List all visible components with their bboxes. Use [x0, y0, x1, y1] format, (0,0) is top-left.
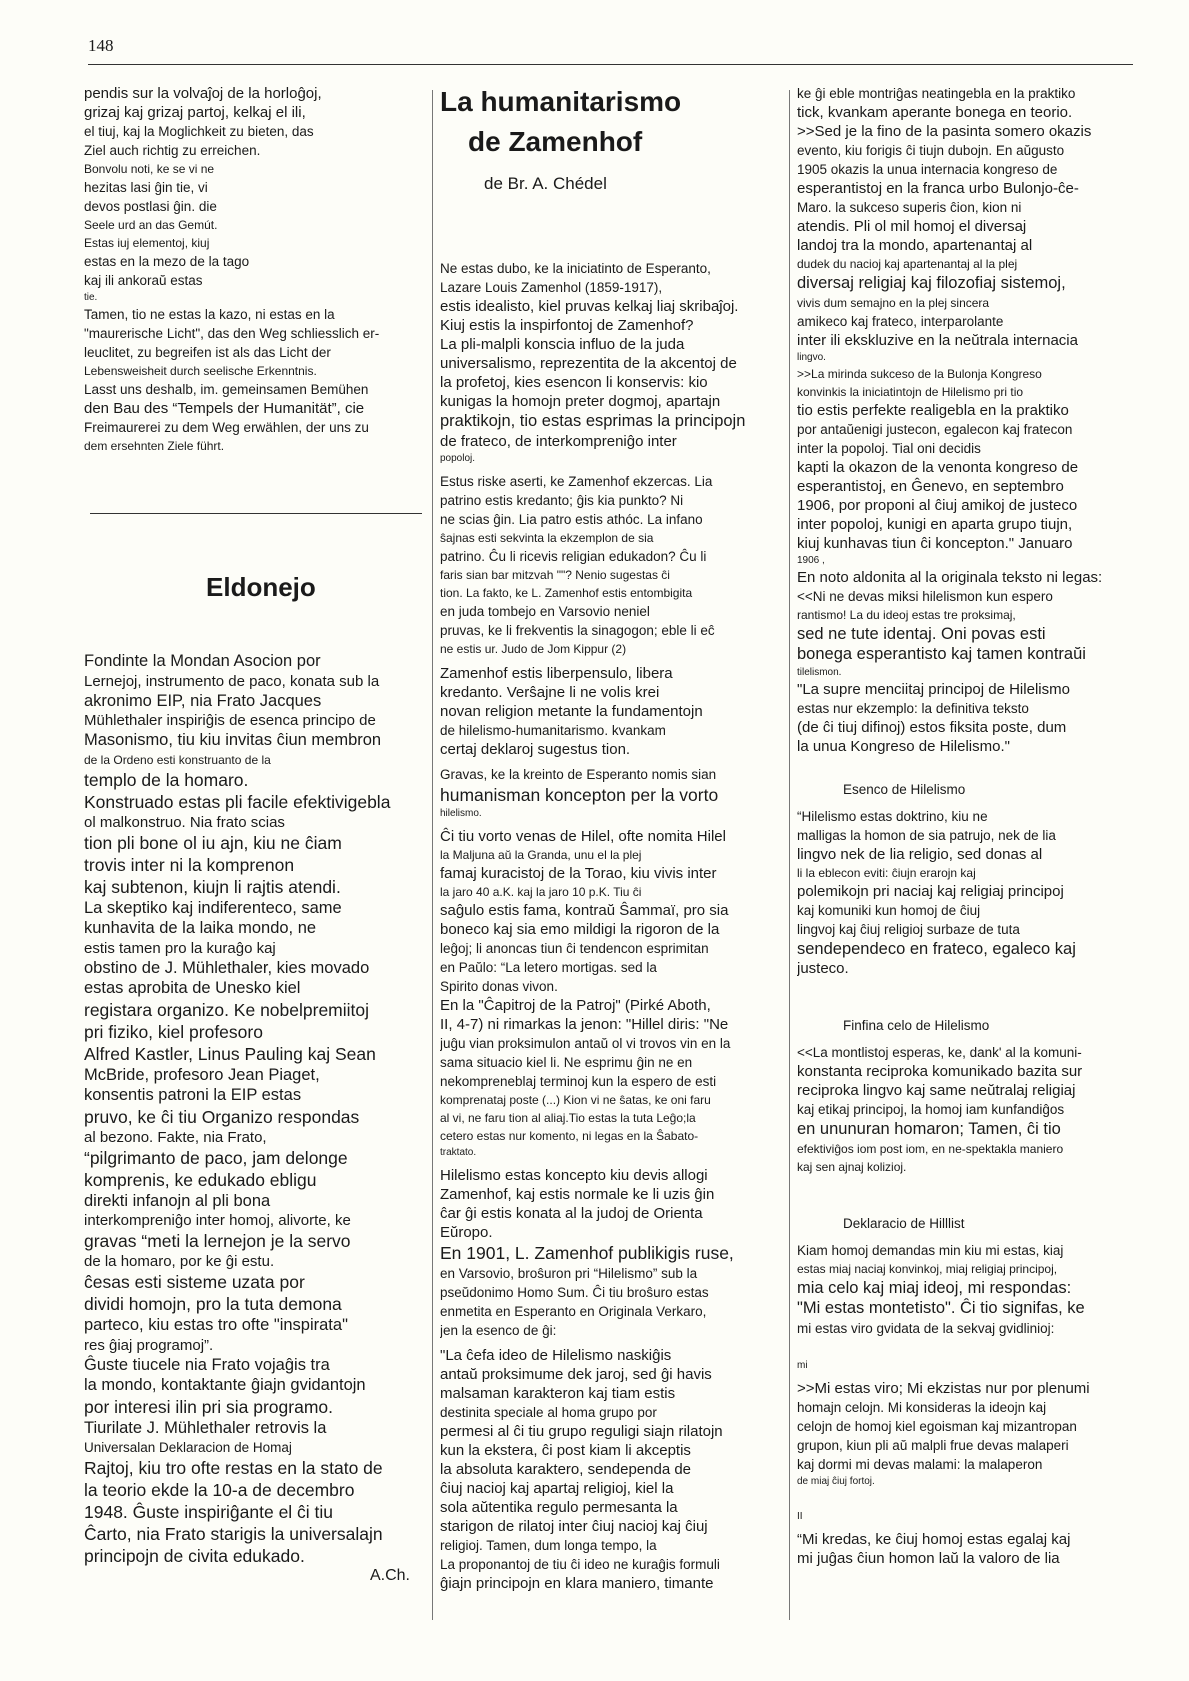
text-line: kiuj kunhavas tiun ĉi koncepton." Januaro — [797, 534, 1073, 552]
text-line: tick, kvankam aperante bonega en teorio. — [797, 104, 1073, 121]
text-line: sed ne tute identaj. Oni povas esti — [797, 624, 1046, 643]
text-line: de hilelismo-humanitarismo. kvankam — [440, 722, 666, 738]
column-divider-left — [432, 90, 433, 1620]
text-line: esperantistoj, en Ĝenevo, en septembro — [797, 477, 1064, 495]
top-rule — [88, 64, 1133, 65]
text-line: por interesi ilin pri sia programo. — [84, 1396, 333, 1417]
text-line: al vi, ne faru tion al aliaj.Tio estas la tuta Leĝo;la — [440, 1110, 696, 1125]
text-line: popoloj. — [440, 452, 476, 464]
text-line: >>La mirinda sukceso de la Bulonja Kongreso — [797, 366, 1042, 381]
text-line: de la Ordeno esti konstruanto de la — [84, 752, 271, 767]
text-line: atendis. Pli ol mil homoj el diversaj — [797, 218, 1027, 235]
text-line: en juda tombejo en Varsovio neniel — [440, 603, 650, 619]
text-line: ne scias ĝin. Lia patro estis athóc. La infano — [440, 511, 703, 527]
text-line: Alfred Kastler, Linus Pauling kaj Sean — [84, 1043, 376, 1064]
text-line: registara organizo. Ke nobelpremiitoj — [84, 999, 370, 1020]
text-line: "La ĉefa ideo de Hilelismo naskiĝis — [440, 1346, 672, 1364]
text-line: bonega esperantisto kaj tamen kontraŭi — [797, 645, 1086, 663]
text-line: kun la ekstera, ĉi post kiam li akceptis — [440, 1441, 691, 1459]
text-line: <<La montlistoj esperas, ke, dank' al la komuni- — [797, 1045, 1082, 1060]
text-line: reciproka lingvo kaj same neŭtralaj religiaj — [797, 1082, 1076, 1099]
text-line: ŝajnas esti sekvinta la ekzemplon de sia — [440, 530, 654, 545]
text-line: komprenataj poste (...) Kion vi ne ŝatas, ke oni faru — [440, 1092, 711, 1107]
column-middle — [440, 84, 785, 1593]
text-line: Tiurilate J. Mühlethaler retrovis la — [84, 1418, 327, 1437]
byline: de Br. A. Chédel — [484, 174, 607, 193]
text-line: Lazare Louis Zamenhol (1859-1917), — [440, 280, 663, 295]
text-line: boneco kaj sia emo mildigi la rigoron de la — [440, 920, 720, 938]
text-line: direkti infanojn al pli bona — [84, 1191, 271, 1210]
text-line: tilelismon. — [797, 666, 842, 678]
text-line: lingvo nek de lia religio, sed donas al — [797, 845, 1043, 863]
text-line: estas nur ekzemplo: la definitiva teksto — [797, 700, 1029, 716]
text-line: Konstruado estas pli facile efektivigebla — [84, 791, 391, 812]
text-line: La pli-malpli konscia influo de la juda — [440, 336, 685, 353]
paragraph-1 — [440, 259, 785, 466]
paragraph-2 — [797, 365, 1137, 756]
text-line: ĉesas esti sisteme uzata por — [84, 1272, 305, 1292]
text-line: el tiuj, kaj la Moglichkeit zu bieten, das — [84, 124, 314, 139]
text-line: Spirito donas vivon. — [440, 978, 558, 994]
paragraph-7 — [440, 1346, 785, 1593]
text-line: la mondo, kontaktante ĝiajn gvidantojn — [84, 1376, 366, 1394]
text-line: estis tamen pro la kuraĝo kaj — [84, 939, 276, 957]
text-line: la jaro 40 a.K. kaj la jaro 10 p.K. Tiu ĉi — [440, 884, 642, 899]
text-line: gravas “meti la lernejon je la servo — [84, 1231, 351, 1251]
text-line: 1906, por proponi al ĉiuj amikoj de justeco — [797, 496, 1078, 514]
text-line: li la eblecon eviti: ĉiujn erarojn kaj — [797, 865, 976, 880]
text-line: leĝoj; li anoncas tiun ĉi tendencon esprimitan — [440, 940, 709, 956]
paragraph-6 — [797, 1379, 1137, 1489]
text-line: de miaj ĉiuj fortoj. — [797, 1475, 875, 1487]
text-line: al bezono. Fakte, nia Frato, — [84, 1128, 267, 1146]
text-line: hezitas lasi ĝin tie, vi — [84, 180, 208, 195]
text-line: Fondinte la Mondan Asocion por — [84, 652, 321, 670]
text-line: polemikojn pri naciaj kaj religiaj principoj — [797, 882, 1064, 900]
text-line: trovis inter ni la komprenon — [84, 854, 295, 875]
text-line: komprenis, ke edukado ebligu — [84, 1169, 317, 1190]
text-line: En 1901, L. Zamenhof publikigis ruse, — [440, 1242, 734, 1263]
section-heading-esenco: Esenco de Hilelismo — [843, 781, 966, 797]
text-line: dividi homojn, pro la tuta demona — [84, 1294, 342, 1314]
text-line: mi juĝas ĉiun homon laŭ la valoro de lia — [797, 1549, 1060, 1567]
text-line: hilelismo. — [440, 807, 482, 819]
paragraph-4 — [797, 1043, 1137, 1176]
text-line: inter popoloj, kunigi en aparta grupo tiujn, — [797, 515, 1073, 533]
text-line: mi estas viro gvidata de la sekvaj gvidlinioj: — [797, 1320, 1055, 1336]
text-line: sendependeco en frateco, egaleco kaj — [797, 939, 1076, 958]
text-line: sola aŭtentika regulo permesanta la — [440, 1498, 678, 1516]
text-line: konvinkis la iniciatintojn de Hilelismo pri tio — [797, 384, 1024, 399]
section-title-eldonejo: Eldonejo — [206, 572, 316, 602]
text-line: ke ĝi eble montriĝas neatingebla en la praktiko — [797, 86, 1076, 101]
intro-text — [84, 84, 424, 455]
article-title-line2: de Zamenhof — [468, 126, 643, 157]
text-line: lingvo. — [797, 351, 826, 363]
text-line: la teorio ekde la 10-a de decembro — [84, 1480, 355, 1500]
text-line: starigon de rilatoj inter ĉiuj nacioj kaj ĉiuj — [440, 1517, 708, 1535]
paragraph-3 — [440, 664, 785, 759]
text-line: evento, kiu forigis ĉi tiujn dubojn. En aŭgusto — [797, 143, 1065, 158]
text-line: II, 4-7) ni rimarkas la jenon: "Hillel diris: "Ne — [440, 1015, 729, 1033]
text-line: kaj komuniki kun homoj de ĉiuj — [797, 902, 981, 918]
text-line: landoj tra la mondo, apartenantaj al — [797, 237, 1033, 254]
text-line: traktato. — [440, 1146, 477, 1158]
text-line: En noto aldonita al la originala teksto ni legas: — [797, 568, 1103, 586]
text-line: kaj etikaj principoj, la homoj iam kunfandiĝos — [797, 1102, 1065, 1117]
text-line: La skeptiko kaj indiferenteco, same — [84, 898, 342, 917]
text-line: permesi al ĉi tiu grupo reguligi siajn rilatojn — [440, 1422, 723, 1440]
text-line: templo de la homaro. — [84, 769, 249, 790]
text-line: pendis sur la volvaĵoj de la horloĝoj, — [84, 85, 322, 102]
text-line: ĝiajn principojn en klara maniero, timante — [440, 1574, 714, 1592]
roman-numeral-ii: II — [797, 1510, 803, 1522]
section-heading-finfina: Finfina celo de Hilelismo — [843, 1018, 990, 1033]
text-line: Ĉarto, nia Frato starigis la universalajn — [84, 1524, 383, 1544]
text-line: antaŭ proksimume dek jaroj, sed ĝi havis — [440, 1365, 712, 1383]
paragraph-7 — [797, 1530, 1137, 1568]
text-line: pseŭdonimo Homo Sum. Ĉi tiu broŝuro estas — [440, 1284, 709, 1300]
text-line: “Hilelismo estas doktrino, kiu ne — [797, 808, 988, 824]
text-line: enmetita en Esperanto en Originala Verkaro, — [440, 1303, 707, 1319]
text-line: Lasst uns deshalb, im. gemeinsamen Bemühen — [84, 382, 369, 397]
text-line: kunigas la homojn preter dogmoj, apartajn — [440, 393, 721, 410]
text-line: Zamenhof, kaj estis normale ke li uzis ĝin — [440, 1185, 715, 1203]
eldonejo-text — [84, 651, 424, 1567]
text-line: konstanta reciproka komunikado bazita sur — [797, 1063, 1083, 1080]
text-line: leuclitet, zu begreifen ist als das Licht der — [84, 345, 331, 360]
text-line: jen la esenco de ĝi: — [440, 1322, 557, 1338]
text-line: <<Ni ne devas miksi hilelismon kun espero — [797, 588, 1053, 604]
text-line: "maurerische Licht", das den Weg schliesslich er- — [84, 326, 380, 341]
text-line: por antaŭenigi justecon, egalecon kaj fratecon — [797, 421, 1073, 437]
text-line: En la "Ĉapitroj de la Patroj" (Pirké Aboth, — [440, 996, 711, 1014]
text-line: faris sian bar mitzvah ""? Nenio sugestas ĉi — [440, 567, 670, 582]
text-line: estis idealisto, kiel pruvas kelkaj liaj skribaĵoj. — [440, 298, 739, 315]
text-line: en Paŭlo: “La letero mortigas. sed la — [440, 959, 657, 975]
text-line: ne estis ur. Judo de Jom Kippur (2) — [440, 641, 627, 656]
text-line: kredanto. Verŝajne li ne volis krei — [440, 683, 660, 701]
text-line: novan religion metante la fundamentojn — [440, 702, 703, 720]
text-line: grizaj kaj grizaj partoj, kelkaj el ili, — [84, 104, 306, 121]
text-line: la Maljuna aŭ la Granda, unu el la plej — [440, 847, 642, 862]
text-line: religioj. Tamen, dum longa tempo, la — [440, 1537, 657, 1553]
text-line: kaj ili ankoraŭ estas — [84, 273, 203, 288]
text-line: malligas la homon de sia patrujo, nek de lia — [797, 827, 1056, 843]
text-line: celojn de homoj kiel egoisman kaj mizantropan — [797, 1418, 1077, 1434]
text-line: la absoluta karaktero, sendependa de — [440, 1460, 692, 1478]
text-line: kunhavita de la laika mondo, ne — [84, 919, 317, 937]
text-line: 1905 okazis la unua internacia kongreso de — [797, 162, 1058, 177]
text-line: Ziel auch richtig zu erreichen. — [84, 143, 261, 158]
text-line: >>Sed je la fino de la pasinta somero okazis — [797, 123, 1092, 140]
paragraph-2 — [440, 472, 785, 658]
text-line: Freimaurerei zu dem Weg erwählen, der uns zu — [84, 420, 369, 435]
text-line: Tamen, tio ne estas la kazo, ni estas en la — [84, 307, 335, 322]
text-line: Maro. la sukceso superis ĉion, kion ni — [797, 200, 1022, 215]
text-line: Gravas, ke la kreinto de Esperanto nomis sian — [440, 766, 717, 782]
text-line: 1906 , — [797, 554, 825, 566]
text-line: Bonvolu noti, ke se vi ne — [84, 162, 215, 176]
text-line: universalismo, reprezentita de la akcentoj de — [440, 355, 737, 372]
text-line: ĉiuj nacioj kaj apartaj religioj, kiel la — [440, 1479, 674, 1497]
text-line: Zamenhof estis liberpensulo, libera — [440, 664, 673, 682]
text-line: Seele urd an das Gemút. — [84, 218, 218, 232]
text-line: Lebensweisheit durch seelische Erkenntnis. — [84, 364, 317, 378]
text-line: parteco, kiu estas tro ofte "inspirata" — [84, 1316, 348, 1334]
text-line: pri fiziko, kiel profesoro — [84, 1021, 263, 1042]
text-line: interkompreniĝo inter homoj, alivorte, ke — [84, 1212, 351, 1229]
text-line: La proponantoj de tiu ĉi ideo ne kuraĝis formuli — [440, 1556, 720, 1572]
text-line: justeco. — [797, 960, 849, 977]
text-line: efektiviĝos iom post iom, en ne-spektakla maniero — [797, 1141, 1064, 1156]
text-line: Ĝuste tiucele nia Frato vojaĝis tra — [84, 1355, 330, 1374]
paragraph-3 — [797, 807, 1137, 979]
text-line: Mühlethaler inspiriĝis de esenca principo de — [84, 712, 376, 729]
text-line: inter la popoloj. Tial oni decidis — [797, 440, 981, 456]
text-line: nekompreneblaj terminoj kun la espero de esti — [440, 1073, 717, 1089]
text-line: humanisman koncepton per la vorto — [440, 784, 719, 805]
text-line: principojn de civita edukado. — [84, 1546, 305, 1566]
text-line: den Bau des “Tempels der Humanität”, cie — [84, 400, 365, 417]
text-line: esperantistoj en la franca urbo Bulonjo-ĉe- — [797, 180, 1079, 197]
text-line: amikeco kaj frateco, interparolante — [797, 313, 1004, 329]
text-line: grupon, kiun pli aŭ malpli frue devas malaperi — [797, 1437, 1069, 1453]
text-line: akronimo EIP, nia Frato Jacques — [84, 691, 322, 710]
text-line: Estas iuj elementoj, kiuj — [84, 236, 210, 250]
text-line: 1948. Ĝuste inspiriĝante el ĉi tiu — [84, 1502, 334, 1522]
text-line: kaj subtenon, kiujn li rajtis atendi. — [84, 876, 341, 897]
paragraph-6 — [440, 1166, 785, 1340]
text-line: en ununuran homaron; Tamen, ĉi tio — [797, 1120, 1061, 1138]
text-line: tion pli bone ol iu ajn, kiu ne ĉiam — [84, 832, 342, 853]
text-line: estas miaj naciaj konvinkoj, miaj religiaj principoj, — [797, 1261, 1058, 1276]
text-line: (de ĉi tiuj difinoj) estos fiksita poste, dum — [797, 718, 1067, 736]
text-line: Lernejoj, instrumento de paco, konata sub la — [84, 672, 380, 690]
text-line: Universalan Deklaracion de Homaj — [84, 1440, 292, 1455]
signature: A.Ch. — [369, 1567, 410, 1584]
text-line: “Mi kredas, ke ĉiuj homoj estas egalaj kaj — [797, 1530, 1071, 1548]
text-line: kapti la okazon de la venonta kongreso de — [797, 458, 1079, 476]
text-line: en Varsovio, broŝuron pri “Hilelismo” sub la — [440, 1265, 698, 1281]
text-line: >>Mi estas viro; Mi ekzistas nur por plenumi — [797, 1379, 1090, 1397]
text-line: Hilelismo estas koncepto kiu devis allogi — [440, 1166, 708, 1184]
page-number: 148 — [88, 36, 114, 55]
text-line: sama situacio kiel li. Ne esprimu ĝin ne en — [440, 1054, 693, 1070]
text-line: praktikojn, tio estas esprimas la principojn — [440, 412, 746, 430]
note-mi: mi — [797, 1359, 808, 1371]
text-line: kaj dormi mi devas malami: la malaperon — [797, 1456, 1043, 1472]
text-line: tio estis perfekte realigebla en la praktiko — [797, 401, 1069, 419]
text-line: certaj deklaroj sugestus tion. — [440, 740, 631, 758]
text-line: pruvas, ke li frekventis la sinagogon; eble li eĉ — [440, 622, 715, 638]
text-line: patrino. Ĉu li ricevis religian edukadon? Ĉu li — [440, 548, 707, 564]
text-line: devos postlasi ĝin. die — [84, 199, 217, 214]
paragraph-1 — [797, 84, 1137, 365]
column-right — [797, 84, 1137, 1568]
text-line: lingvoj kaj ĉiuj religioj surbaze de tuta — [797, 921, 1020, 937]
text-line: Rajtoj, kiu tro ofte restas en la stato de — [84, 1458, 383, 1478]
text-line: la profetoj, kies esencon li konservis: kio — [440, 374, 708, 391]
text-line: pruvo, ke ĉi tiu Organizo respondas — [84, 1106, 360, 1127]
text-line: “pilgrimanto de paco, jam delonge — [84, 1147, 348, 1168]
column-divider-right — [789, 90, 790, 1620]
text-line: Ĉi tiu vorto venas de Hilel, ofte nomita Hilel — [440, 827, 726, 845]
text-line: res ĝiaj programoj”. — [84, 1336, 214, 1354]
paragraph-4 — [440, 765, 785, 821]
text-line: tion. La fakto, ke L. Zamenhof estis entombigita — [440, 585, 693, 600]
text-line: tie. — [84, 292, 98, 303]
text-line: de la homaro, por ke ĝi estu. — [84, 1253, 275, 1270]
text-line: Kiuj estis la inspirfontoj de Zamenhof? — [440, 317, 694, 334]
text-line: dem ersehnten Ziele führt. — [84, 439, 225, 453]
text-line: famaj kuracistoj de la Torao, kiu vivis inter — [440, 864, 717, 882]
text-line: Estus riske aserti, ke Zamenhof ekzercas. Lia — [440, 473, 713, 489]
text-line: patrino estis kredanto; ĝis kia punkto? Ni — [440, 492, 684, 508]
text-line: destinita speciale al homa grupo por — [440, 1404, 657, 1420]
text-line: Kiam homoj demandas min kiu mi estas, kiaj — [797, 1242, 1064, 1258]
paragraph-5 — [440, 827, 785, 1160]
text-line: dudek du nacioj kaj apartenantaj al la plej — [797, 257, 1018, 271]
text-line: inter ili ekskluzive en la neŭtrala internacia — [797, 331, 1078, 349]
text-line: homajn celojn. Mi konsideras la ideojn kaj — [797, 1399, 1047, 1415]
text-line: la unua Kongreso de Hilelismo." — [797, 737, 1010, 755]
text-line: obstino de J. Mühlethaler, kies movado — [84, 958, 370, 977]
text-line: McBride, profesoro Jean Piaget, — [84, 1065, 320, 1084]
text-line: estas en la mezo de la tago — [84, 254, 250, 269]
text-line: saĝulo estis fama, kontraŭ Ŝammaï, pro sia — [440, 901, 729, 919]
text-line: rantismo! La du ideoj estas tre proksimaj, — [797, 607, 1016, 622]
text-line: vivis dum semajno en la plej sincera — [797, 295, 990, 310]
text-line: malsaman karakteron kaj tiam estis — [440, 1384, 676, 1402]
text-line: "Mi estas montetisto". Ĉi tio signifas, ke — [797, 1299, 1085, 1317]
text-line: Ne estas dubo, ke la iniciatinto de Esperanto, — [440, 261, 711, 276]
text-line: cetero estas nur komento, ni legas en la Ŝabato- — [440, 1128, 699, 1143]
text-line: "La supre menciitaj principoj de Hilelismo — [797, 680, 1070, 698]
text-line: Masonismo, tiu kiu invitas ĉiun membron — [84, 731, 382, 749]
section-heading-deklaracio: Deklaracio de Hilllist — [843, 1215, 965, 1231]
text-line: mia celo kaj miaj ideoj, mi respondas: — [797, 1278, 1072, 1297]
text-line: Eŭropo. — [440, 1223, 493, 1241]
text-line: konsentis patroni la EIP estas — [84, 1086, 302, 1104]
text-line: kaj sen ajnaj kolizioj. — [797, 1159, 907, 1174]
paragraph-5 — [797, 1241, 1137, 1338]
text-line: juĝu vian proksimulon antaŭ ol vi trovos vin en la — [440, 1035, 731, 1051]
text-line: ĉar ĝi estis konata al la judoj de Orienta — [440, 1204, 703, 1222]
column-left — [84, 84, 424, 1585]
text-line: diversaj religiaj kaj filozofiaj sistemoj, — [797, 274, 1066, 292]
text-line: de frateco, de interkompreniĝo inter — [440, 432, 677, 450]
text-line: estas aprobita de Unesko kiel — [84, 979, 301, 997]
article-title-line1: La humanitarismo — [440, 86, 682, 117]
text-line: ol malkonstruo. Nia frato scias — [84, 813, 285, 831]
